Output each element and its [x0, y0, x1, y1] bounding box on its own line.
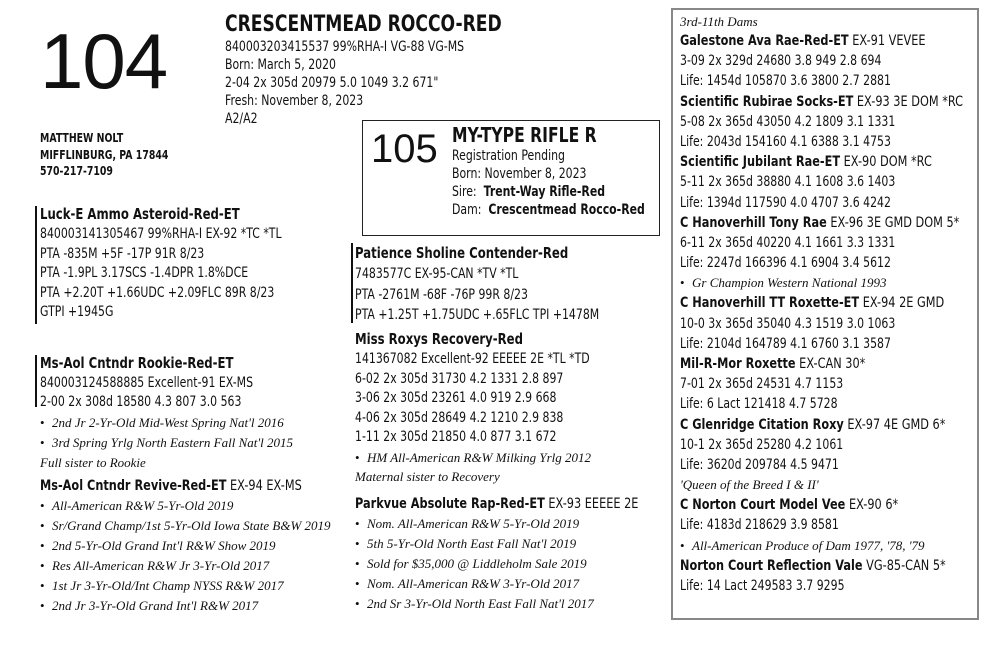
dam-entry-record: 3-09 2x 329d 24680 3.8 949 2.8 694	[680, 53, 882, 70]
dam-entry-record: 5-11 2x 365d 38880 4.1 1608 3.6 1403	[680, 174, 896, 191]
dam-entry	[680, 31, 976, 92]
detail-line: PTA -2761M -68F -76P 99R 8/23	[355, 286, 528, 303]
sister-block	[40, 476, 376, 616]
award-note: • 5th 5-Yr-Old North East Fall Nat'l 2019	[355, 534, 718, 554]
rap-notes	[355, 514, 718, 614]
dam-block	[40, 353, 313, 473]
detail-line: GTPI +1945G	[40, 304, 114, 320]
dams-panel	[671, 8, 979, 620]
dam-entry-name: C Glenridge Citation Roxy	[680, 416, 844, 433]
award-note: • 2nd Jr 3-Yr-Old Grand Int'l R&W 2017	[40, 596, 376, 616]
main-animal-name: CRESCENTMEAD ROCCO-RED	[225, 12, 502, 37]
owner-name: MATTHEW NOLT	[40, 131, 124, 145]
dam-notes	[40, 413, 313, 473]
born-line: Born: November 8, 2023	[452, 166, 587, 182]
sister-score: EX-94 EX-MS	[226, 478, 302, 494]
award-note: • Gr Champion Western National 1993	[680, 273, 976, 293]
lot-number: 104	[40, 17, 168, 105]
dam-entry-name: Scientific Jubilant Rae-ET	[680, 154, 841, 171]
lot-105-name: MY-TYPE RIFLE R	[452, 123, 597, 147]
sister-header	[40, 476, 302, 496]
dam-entry	[680, 354, 976, 415]
owner-location: MIFFLINBURG, PA 17844	[40, 147, 169, 162]
award-note: • 2nd Jr 2-Yr-Old Mid-West Spring Nat'l 2016	[40, 413, 313, 433]
dam-entry-score: EX-96 3E GMD DOM 5*	[826, 214, 960, 231]
registration-status: Registration Pending	[452, 148, 565, 164]
dam-entry	[680, 213, 976, 294]
dam-entry	[680, 495, 976, 555]
dam-entry-record: Life: 4183d 218629 3.9 8581	[680, 517, 839, 534]
dam-entry-record: Life: 2247d 166396 4.1 6904 3.4 5612	[680, 255, 891, 272]
award-note: • Nom. All-American R&W 3-Yr-Old 2017	[355, 574, 718, 594]
rap-name: Parkvue Absolute Rap-Red-ET	[355, 496, 545, 512]
award-note: • Res All-American R&W Jr 3-Yr-Old 2017	[40, 556, 376, 576]
dam-entry	[680, 415, 976, 496]
detail-line: 840003203415537 99%RHA-I VG-88 VG-MS	[225, 39, 465, 55]
award-note: • Nom. All-American R&W 5-Yr-Old 2019	[355, 514, 718, 534]
dam-entry-name: C Hanoverhill Tony Rae	[680, 214, 827, 231]
detail-line: 7483577C EX-95-CAN *TV *TL	[355, 266, 519, 282]
dams-heading: 3rd-11th Dams	[680, 14, 758, 29]
detail-line: A2/A2	[225, 111, 258, 127]
detail-line: Fresh: November 8, 2023	[225, 93, 364, 109]
award-note: • 2nd Sr 3-Yr-Old North East Fall Nat'l 2017	[355, 594, 718, 614]
detail-line: 2-04 2x 305d 20979 5.0 1049 3.2 671"	[225, 75, 439, 91]
dam-entry	[680, 293, 976, 354]
sire-block	[40, 204, 350, 323]
dam-entry-record: 10-1 2x 365d 25280 4.2 1061	[680, 436, 844, 453]
detail-line: PTA +2.20T +1.66UDC +2.09FLC 89R 8/23	[40, 284, 275, 301]
rap-header	[355, 494, 638, 514]
detail-line: 1-11 2x 305d 21850 4.0 877 3.1 672	[355, 429, 557, 445]
detail-line: 4-06 2x 305d 28649 4.2 1210 2.9 838	[355, 409, 564, 426]
award-note: • 3rd Spring Yrlg North Eastern Fall Nat'l 2015	[40, 433, 313, 453]
sister-notes	[40, 496, 376, 616]
detail-line: 141367082 Excellent-92 EEEEE 2E *TL *TD	[355, 351, 590, 367]
owner-block	[40, 130, 168, 180]
dam-entry	[680, 92, 976, 153]
dam-entry-header	[680, 293, 945, 313]
lot-105-box	[362, 120, 660, 236]
mgs-block	[355, 243, 668, 326]
dam-details	[40, 374, 253, 412]
dam-entry-header	[680, 92, 964, 112]
award-note: • HM All-American R&W Milking Yrlg 2012	[355, 448, 656, 467]
lot-105-number: 105	[371, 127, 438, 171]
dam-entry-score: EX-93 3E DOM *RC	[853, 93, 964, 110]
dam-entry-header	[680, 415, 946, 435]
detail-line: PTA +1.25T +1.75UDC +.65FLC TPI +1478M	[355, 307, 600, 323]
dam-entry-record: 7-01 2x 365d 24531 4.7 1153	[680, 376, 844, 393]
dam-entry-record: Life: 14 Lact 249583 3.7 9295	[680, 577, 845, 594]
mgd-block	[355, 329, 656, 486]
award-note: • All-American R&W 5-Yr-Old 2019	[40, 496, 376, 516]
dam-entry-name: Mil-R-Mor Roxette	[680, 356, 796, 373]
main-animal-details	[225, 38, 502, 128]
dam-entry-name: Norton Court Reflection Vale	[680, 557, 863, 574]
dam-line	[452, 201, 645, 219]
sister-label: Maternal sister to Recovery	[355, 468, 500, 484]
sister-name: Ms-Aol Cntndr Revive-Red-ET	[40, 478, 227, 494]
dam-entry-record: Life: 2043d 154160 4.1 6388 3.1 4753	[680, 134, 891, 151]
dam-entry-record: Life: 3620d 209784 4.5 9471	[680, 457, 839, 474]
detail-line: 840003141305467 99%RHA-I EX-92 *TC *TL	[40, 226, 282, 242]
main-animal	[225, 12, 580, 128]
mgd-name: Miss Roxys Recovery-Red	[355, 330, 523, 348]
detail-line: Born: March 5, 2020	[225, 57, 336, 73]
dam-entry	[680, 556, 976, 596]
sister-label: Full sister to Rookie	[40, 455, 146, 470]
award-note: • 1st Jr 3-Yr-Old/Int Champ NYSS R&W 2017	[40, 576, 376, 596]
detail-line: PTA -1.9PL 3.17SCS -1.4DPR 1.8%DCE	[40, 265, 249, 281]
dam-quote: 'Queen of the Breed I & II'	[680, 477, 819, 493]
dam-entry-score: VG-85-CAN 5*	[862, 557, 946, 574]
dam-entry-header	[680, 495, 911, 515]
detail-line: 840003124588885 Excellent-91 EX-MS	[40, 375, 254, 391]
detail-line: 6-02 2x 305d 31730 4.2 1331 2.8 897	[355, 370, 564, 387]
detail-line: PTA -835M +5F -17P 91R 8/23	[40, 245, 205, 262]
dam-entry-record: Life: 2104d 164789 4.1 6760 3.1 3587	[680, 335, 891, 352]
dam-entry-header	[680, 556, 946, 576]
dam-name: Crescentmead Rocco-Red	[488, 202, 645, 218]
sire-label: Sire:	[452, 184, 477, 200]
sire-name: Trent-Way Rifle-Red	[483, 184, 606, 200]
sire-bracket	[35, 206, 37, 324]
rap-block	[355, 494, 718, 614]
dam-bracket	[35, 355, 37, 407]
dam-entry-name: Scientific Rubirae Socks-ET	[680, 93, 854, 110]
dam-entry-name: C Norton Court Model Vee	[680, 497, 846, 514]
award-note: • All-American Produce of Dam 1977, '78, '79	[680, 536, 976, 556]
sire-name: Luck-E Ammo Asteroid-Red-ET	[40, 205, 240, 223]
lot-105-details	[452, 147, 645, 219]
dam-entry-score: EX-90 6*	[845, 497, 899, 514]
award-note: • 2nd 5-Yr-Old Grand Int'l R&W Show 2019	[40, 536, 376, 556]
dam-entry-score: EX-94 2E GMD	[859, 295, 945, 312]
mgs-name: Patience Sholine Contender-Red	[355, 244, 569, 262]
sire-line	[452, 183, 645, 201]
dam-entry-record: 6-11 2x 365d 40220 4.1 1661 3.3 1331	[680, 235, 896, 252]
dam-entry-record: Life: 1394d 117590 4.0 4707 3.6 4242	[680, 194, 891, 211]
award-note: • Sold for $35,000 @ Liddleholm Sale 2019	[355, 554, 718, 574]
award-note: • Sr/Grand Champ/1st 5-Yr-Old Iowa State B&W 2019	[40, 516, 376, 536]
dam-entry-record: 10-0 3x 365d 35040 4.3 1519 3.0 1063	[680, 315, 896, 332]
sire-details	[40, 225, 282, 323]
owner-phone: 570-217-7109	[40, 164, 113, 178]
dam-entry-header	[680, 31, 926, 51]
dam-entry-score: EX-91 VEVEE	[848, 33, 926, 49]
detail-line: 2-00 2x 308d 18580 4.3 807 3.0 563	[40, 394, 242, 410]
dams-list	[680, 13, 976, 596]
dam-entry-header	[680, 354, 911, 374]
dam-entry-name: C Hanoverhill TT Roxette-ET	[680, 295, 860, 312]
dam-label: Dam:	[452, 202, 482, 218]
mgs-bracket	[351, 243, 353, 323]
dam-name: Ms-Aol Cntndr Rookie-Red-ET	[40, 354, 234, 372]
detail-line: 3-06 2x 305d 23261 4.0 919 2.9 668	[355, 390, 557, 406]
rap-score: EX-93 EEEEE 2E	[544, 496, 639, 512]
dam-entry-score: EX-97 4E GMD 6*	[843, 416, 946, 433]
dam-entry-name: Galestone Ava Rae-Red-ET	[680, 33, 849, 49]
dam-entry-score: EX-90 DOM *RC	[840, 154, 932, 171]
dam-entry-header	[680, 213, 960, 233]
dam-entry-record: 5-08 2x 365d 43050 4.2 1809 3.1 1331	[680, 113, 896, 130]
mgs-details	[355, 264, 599, 326]
dam-entry-record: Life: 6 Lact 121418 4.7 5728	[680, 396, 838, 413]
dam-entry-record: Life: 1454d 105870 3.6 3800 2.7 2881	[680, 73, 891, 90]
dam-entry-score: EX-CAN 30*	[795, 356, 866, 373]
mgd-details	[355, 350, 590, 448]
mgd-notes	[355, 448, 656, 486]
dam-entry	[680, 152, 976, 213]
dam-entry-header	[680, 152, 932, 172]
